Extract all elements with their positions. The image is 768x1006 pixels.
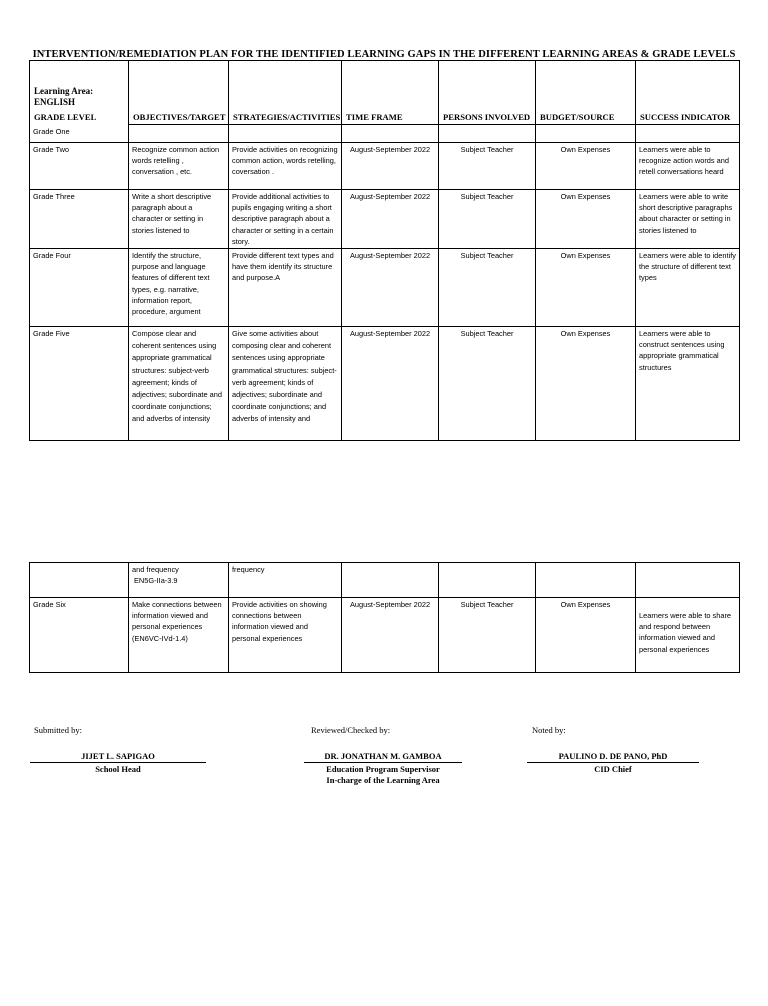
indicator-cell bbox=[636, 125, 740, 143]
table-row bbox=[30, 249, 740, 327]
grade-cell: Grade One bbox=[30, 125, 129, 143]
submitted-by-role: School Head bbox=[95, 764, 141, 774]
objectives-cell: Make connections between information viewed and personal experiences (EN6VC-IVd-1.4) bbox=[129, 598, 229, 673]
budget-cell: Own Expenses bbox=[536, 249, 636, 327]
document-title: INTERVENTION/REMEDIATION PLAN FOR THE IDENTIFIED LEARNING GAPS IN THE DIFFERENT LEARNING AREAS & GRADE LEVELS bbox=[32, 49, 736, 60]
noted-by-name: PAULINO D. DE PANO, PhD bbox=[558, 751, 668, 761]
indicator-cell: Learners were able to recognize action words and retell conversations heard bbox=[636, 143, 740, 190]
budget-cell: Own Expenses bbox=[536, 190, 636, 249]
time-cell: August-September 2022 bbox=[342, 143, 439, 190]
indicator-cell: Learners were able to identify the structure of different text types bbox=[636, 249, 740, 327]
reviewed-by-role: Education Program Supervisor bbox=[326, 764, 440, 774]
grade-cell: Grade Three bbox=[30, 190, 129, 249]
submitted-by-label: Submitted by: bbox=[34, 725, 82, 735]
budget-cell bbox=[536, 125, 636, 143]
reviewed-by-name: DR. JONATHAN M. GAMBOA bbox=[324, 751, 442, 761]
noted-by-label: Noted by: bbox=[532, 725, 566, 735]
persons-cell: Subject Teacher bbox=[439, 327, 536, 441]
table-row bbox=[30, 125, 740, 143]
header-row bbox=[30, 112, 740, 125]
header-time-frame: TIME FRAME bbox=[342, 112, 439, 125]
learning-area-row bbox=[30, 61, 740, 112]
indicator-cell: Learners were able to construct sentences using appropriate grammatical structures bbox=[636, 327, 740, 441]
strategies-cell: Provide activities on showing connections between information viewed and personal experiences bbox=[229, 598, 342, 673]
persons-cell: Subject Teacher bbox=[439, 190, 536, 249]
signature-line bbox=[527, 762, 699, 763]
table-row-grade-six bbox=[30, 598, 740, 673]
learning-area-cell bbox=[30, 61, 129, 112]
persons-cell bbox=[439, 125, 536, 143]
header-grade-level: GRADE LEVEL bbox=[30, 112, 129, 125]
table-row bbox=[30, 143, 740, 190]
objectives-continuation-text: and frequency bbox=[132, 565, 179, 574]
persons-cell: Subject Teacher bbox=[439, 598, 536, 673]
time-cell: August-September 2022 bbox=[342, 190, 439, 249]
strategies-cell: Provide activities on recognizing common action, words retelling, coversation . bbox=[229, 143, 342, 190]
header-budget-source: BUDGET/SOURCE bbox=[536, 112, 636, 125]
signature-line bbox=[30, 762, 206, 763]
plan-table-continued bbox=[29, 562, 740, 673]
objectives-cell: Compose clear and coherent sentences using appropriate grammatical structures: subject-verb agreement; kinds of adjectives; subordinate and coordinate conjunctions; and adverbs of intensity bbox=[129, 327, 229, 441]
objectives-continuation-cell bbox=[129, 563, 229, 598]
persons-cell: Subject Teacher bbox=[439, 143, 536, 190]
strategies-continuation-cell: frequency bbox=[229, 563, 342, 598]
table-row bbox=[30, 327, 740, 441]
indicator-cell: Learners were able to share and respond between information viewed and personal experiences bbox=[636, 598, 740, 673]
grade-cell: Grade Six bbox=[30, 598, 129, 673]
header-objectives: OBJECTIVES/TARGET bbox=[129, 112, 229, 125]
submitted-by-name: JIJET L. SAPIGAO bbox=[81, 751, 155, 761]
learning-area-label: Learning Area: bbox=[34, 86, 94, 97]
objectives-cell: Recognize common action words retelling , conversation , etc. bbox=[129, 143, 229, 190]
grade-cell: Grade Two bbox=[30, 143, 129, 190]
header-success-indicator: SUCCESS INDICATOR bbox=[636, 112, 740, 125]
strategies-cell: Provide different text types and have them identify its structure and purpose.A bbox=[229, 249, 342, 327]
competency-code: EN5G-IIa-3.9 bbox=[134, 576, 178, 586]
reviewed-by-role-2: In-charge of the Learning Area bbox=[326, 775, 440, 785]
grade-cell: Grade Five bbox=[30, 327, 129, 441]
table-row bbox=[30, 190, 740, 249]
objectives-cell: Write a short descriptive paragraph about a character or setting in stories listened to bbox=[129, 190, 229, 249]
reviewed-by-label: Reviewed/Checked by: bbox=[311, 725, 391, 735]
time-cell bbox=[342, 125, 439, 143]
budget-cell: Own Expenses bbox=[536, 598, 636, 673]
time-cell: August-September 2022 bbox=[342, 598, 439, 673]
signature-line bbox=[304, 762, 462, 763]
strategies-cell: Give some activities about composing clear and coherent sentences using appropriate grammatical structures: subject-verb agreement; kinds of adjectives; subordinate and coordinate conjunctions; and adverbs of intensity and bbox=[229, 327, 342, 441]
time-cell: August-September 2022 bbox=[342, 249, 439, 327]
plan-table bbox=[29, 60, 740, 441]
persons-cell: Subject Teacher bbox=[439, 249, 536, 327]
budget-cell: Own Expenses bbox=[536, 143, 636, 190]
objectives-cell: Identify the structure, purpose and language features of different text types, e.g. narrative, information report, procedure, argument bbox=[129, 249, 229, 327]
time-cell: August-September 2022 bbox=[342, 327, 439, 441]
header-strategies: STRATEGIES/ACTIVITIES bbox=[229, 112, 342, 125]
indicator-cell: Learners were able to write short descriptive paragraphs about character or setting in stories listened to bbox=[636, 190, 740, 249]
objectives-cell bbox=[129, 125, 229, 143]
noted-by-role: CID Chief bbox=[594, 764, 632, 774]
strategies-cell bbox=[229, 125, 342, 143]
header-persons-involved: PERSONS INVOLVED bbox=[439, 112, 536, 125]
strategies-cell: Provide additional activities to pupils engaging writing a short descriptive paragraph about a character or setting in a certain story. bbox=[229, 190, 342, 249]
grade-cell: Grade Four bbox=[30, 249, 129, 327]
budget-cell: Own Expenses bbox=[536, 327, 636, 441]
continuation-row bbox=[30, 563, 740, 598]
learning-area-value: ENGLISH bbox=[34, 97, 76, 108]
